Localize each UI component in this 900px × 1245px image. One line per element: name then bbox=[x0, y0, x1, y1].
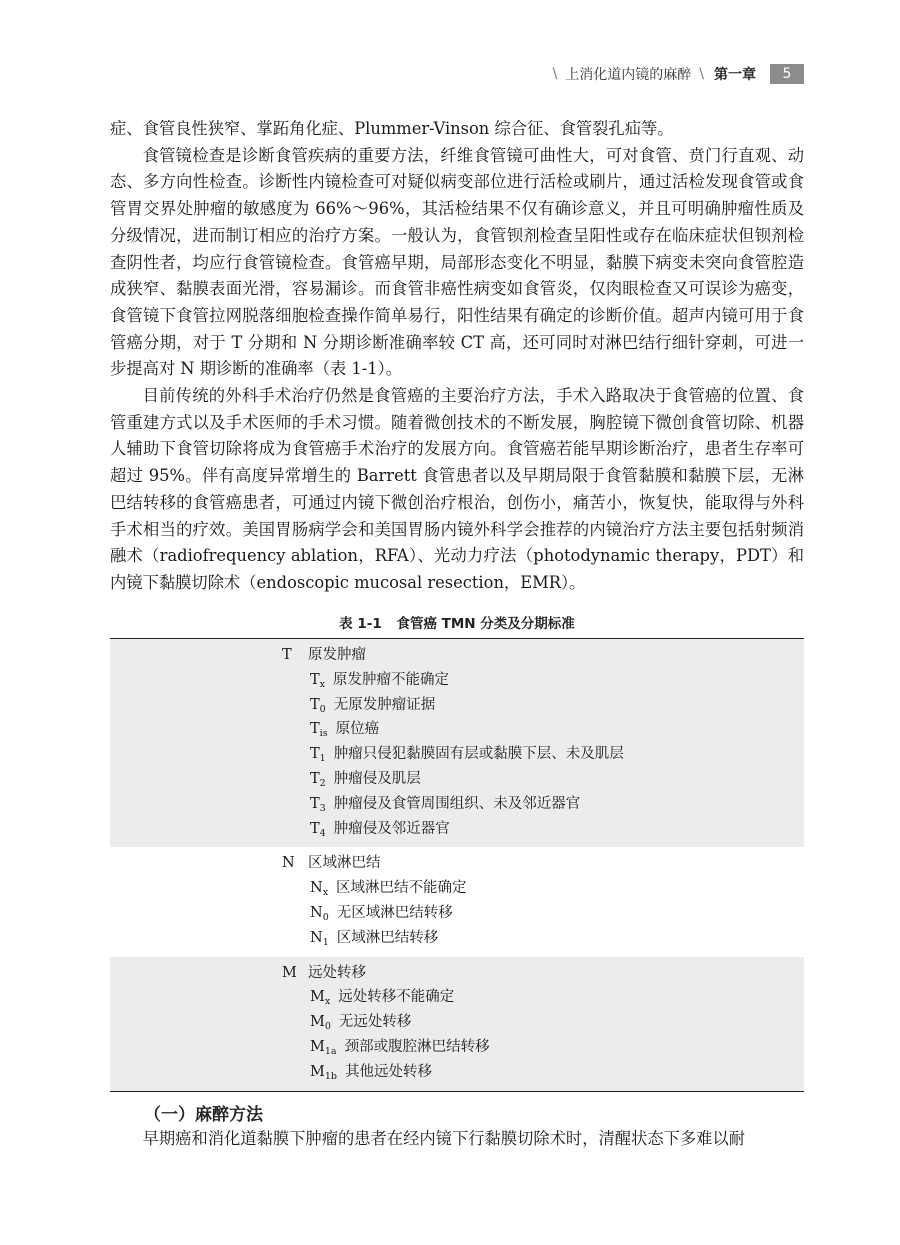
table-row bbox=[110, 985, 804, 1010]
group-code: M bbox=[282, 964, 297, 981]
stage-description: 其他远处转移 bbox=[345, 1063, 432, 1080]
table-row bbox=[110, 742, 804, 767]
stage-description: 颈部或腹腔淋巴结转移 bbox=[344, 1038, 490, 1055]
stage-description: 远处转移不能确定 bbox=[338, 989, 455, 1006]
stage-code: N bbox=[310, 929, 323, 946]
table-group-t bbox=[110, 639, 804, 847]
stage-code: T bbox=[310, 696, 320, 713]
page-number-badge: 5 bbox=[770, 64, 804, 84]
running-header bbox=[545, 64, 804, 84]
table-row bbox=[110, 876, 804, 901]
stage-code: T bbox=[310, 820, 320, 837]
table-title: 食管癌 TMN 分类及分期标准 bbox=[396, 616, 575, 632]
stage-description: 无原发肿瘤证据 bbox=[333, 696, 436, 713]
header-chapter: 第一章 bbox=[714, 67, 756, 83]
table-caption bbox=[110, 612, 804, 632]
stage-code: T bbox=[310, 721, 320, 738]
tmn-table bbox=[110, 638, 804, 1092]
table-group-n bbox=[110, 847, 804, 956]
stage-description: 无区域淋巴结转移 bbox=[336, 904, 453, 921]
stage-subscript: 1b bbox=[324, 1070, 337, 1082]
stage-code: T bbox=[310, 770, 320, 787]
stage-code: M bbox=[310, 1038, 325, 1055]
stage-subscript: 4 bbox=[319, 827, 326, 839]
group-heading bbox=[110, 851, 804, 876]
stage-code: M bbox=[310, 1014, 325, 1031]
table-row bbox=[110, 901, 804, 926]
stage-description: 无远处转移 bbox=[338, 1014, 412, 1031]
stage-description: 区域淋巴结不能确定 bbox=[336, 880, 467, 897]
table-row bbox=[110, 926, 804, 951]
paragraph-2: 食管镜检查是诊断食管疾病的重要方法，纤维食管镜可曲性大，可对食管、贲门行直观、动态、多方向性检查。诊断性内镜检查可对疑似病变部位进行活检或刷片，通过活检发现食管或食管胃交界处肿瘤的敏感度为 66%～96%，其活检结果不仅有确诊意义，并且可明确肿瘤性质及分级情况，进而制订相应的治疗方案。一般认为，食管钡剂检查呈阳性或存在临床症状但钡剂检查阴性者，均应行食管镜检查。食管癌早期，局部形态变化不明显，黏膜下病变未突向食管腔造成狭窄、黏膜表面光滑，容易漏诊。而食管非癌性病变如食管炎，仅肉眼检查又可误诊为癌变，食管镜下食管拉网脱落细胞检查操作简单易行，阳性结果有确定的诊断价值。超声内镜可用于食管癌分期，对于 T 分期和 N 分期诊断准确率较 CT 高，还可同时对淋巴结行细针穿刺，可进一步提高对 N 期诊断的准确率（表 1-1）。 bbox=[110, 145, 804, 379]
stage-subscript: 3 bbox=[319, 802, 326, 814]
stage-subscript: x bbox=[324, 996, 331, 1008]
stage-subscript: 0 bbox=[319, 703, 326, 715]
paragraph-1: 症、食管良性狭窄、掌跖角化症、Plummer-Vinson 综合征、食管裂孔疝等。 bbox=[110, 119, 674, 138]
stage-subscript: 1 bbox=[319, 753, 326, 765]
table-row bbox=[110, 1010, 804, 1035]
header-separator: \ bbox=[552, 66, 558, 82]
stage-description: 区域淋巴结转移 bbox=[336, 929, 439, 946]
stage-code: T bbox=[310, 671, 320, 688]
paragraph-3: 目前传统的外科手术治疗仍然是食管癌的主要治疗方法，手术入路取决于食管癌的位置、食管重建方式以及手术医师的手术习惯。随着微创技术的不断发展，胸腔镜下微创食管切除、机器人辅助下食管切除将成为食管癌手术治疗的发展方向。食管癌若能早期诊断治疗，患者生存率可超过 95%。伴有高度异常增生的 Barrett 食管患者以及早期局限于食管黏膜和黏膜下层，无淋巴结转移的食管癌患者，可通过内镜下微创治疗根治，创伤小，痛苦小，恢复快，能取得与外科手术相当的疗效。美国胃肠病学会和美国胃肠内镜外科学会推荐的内镜治疗方法主要包括射频消融术（radiofrequency ablation，RFA）、光动力疗法（photodynamic therapy，PDT）和内镜下黏膜切除术（endoscopic mucosal resection，EMR）。 bbox=[110, 386, 804, 592]
table-row bbox=[110, 693, 804, 718]
table-row bbox=[110, 1060, 804, 1085]
stage-code: T bbox=[310, 795, 320, 812]
table-number: 表 1-1 bbox=[339, 616, 382, 632]
stage-code: M bbox=[310, 1063, 325, 1080]
table-group-m bbox=[110, 957, 804, 1091]
stage-subscript: 1 bbox=[322, 936, 329, 948]
header-separator: \ bbox=[699, 66, 704, 82]
stage-code: T bbox=[310, 746, 320, 763]
group-code: N bbox=[282, 855, 295, 872]
group-label: 区域淋巴结 bbox=[308, 855, 381, 872]
stage-subscript: 2 bbox=[319, 777, 326, 789]
table-row bbox=[110, 767, 804, 792]
table-row bbox=[110, 1035, 804, 1060]
stage-code: N bbox=[310, 904, 323, 921]
stage-description: 肿瘤侵及肌层 bbox=[333, 770, 421, 787]
group-heading bbox=[110, 961, 804, 986]
table-row bbox=[110, 668, 804, 693]
stage-code: N bbox=[310, 880, 323, 897]
stage-subscript: 0 bbox=[322, 911, 329, 923]
stage-description: 肿瘤只侵犯黏膜固有层或黏膜下层、未及肌层 bbox=[333, 746, 624, 763]
group-code: T bbox=[282, 647, 292, 663]
section-text: 早期癌和消化道黏膜下肿瘤的患者在经内镜下行黏膜切除术时，清醒状态下多难以耐 bbox=[142, 1129, 746, 1148]
group-label: 原发肿瘤 bbox=[308, 647, 366, 663]
table-row bbox=[110, 817, 804, 842]
stage-description: 肿瘤侵及邻近器官 bbox=[333, 820, 450, 837]
stage-description: 肿瘤侵及食管周围组织、未及邻近器官 bbox=[333, 795, 581, 812]
body-text bbox=[110, 116, 804, 597]
stage-description: 原发肿瘤不能确定 bbox=[333, 671, 450, 688]
table-row bbox=[110, 717, 804, 742]
stage-subscript: 0 bbox=[324, 1021, 331, 1033]
group-heading bbox=[110, 643, 804, 668]
header-section-title: 上消化道内镜的麻醉 bbox=[565, 67, 692, 83]
table-row bbox=[110, 792, 804, 817]
stage-subscript: is bbox=[319, 728, 328, 740]
stage-subscript: x bbox=[322, 887, 329, 899]
group-label: 远处转移 bbox=[308, 964, 366, 981]
stage-subscript: 1a bbox=[324, 1045, 337, 1057]
stage-code: M bbox=[310, 989, 325, 1006]
section-heading: （一）麻醉方法 bbox=[144, 1105, 263, 1125]
stage-subscript: x bbox=[319, 678, 326, 690]
stage-description: 原位癌 bbox=[335, 721, 380, 738]
